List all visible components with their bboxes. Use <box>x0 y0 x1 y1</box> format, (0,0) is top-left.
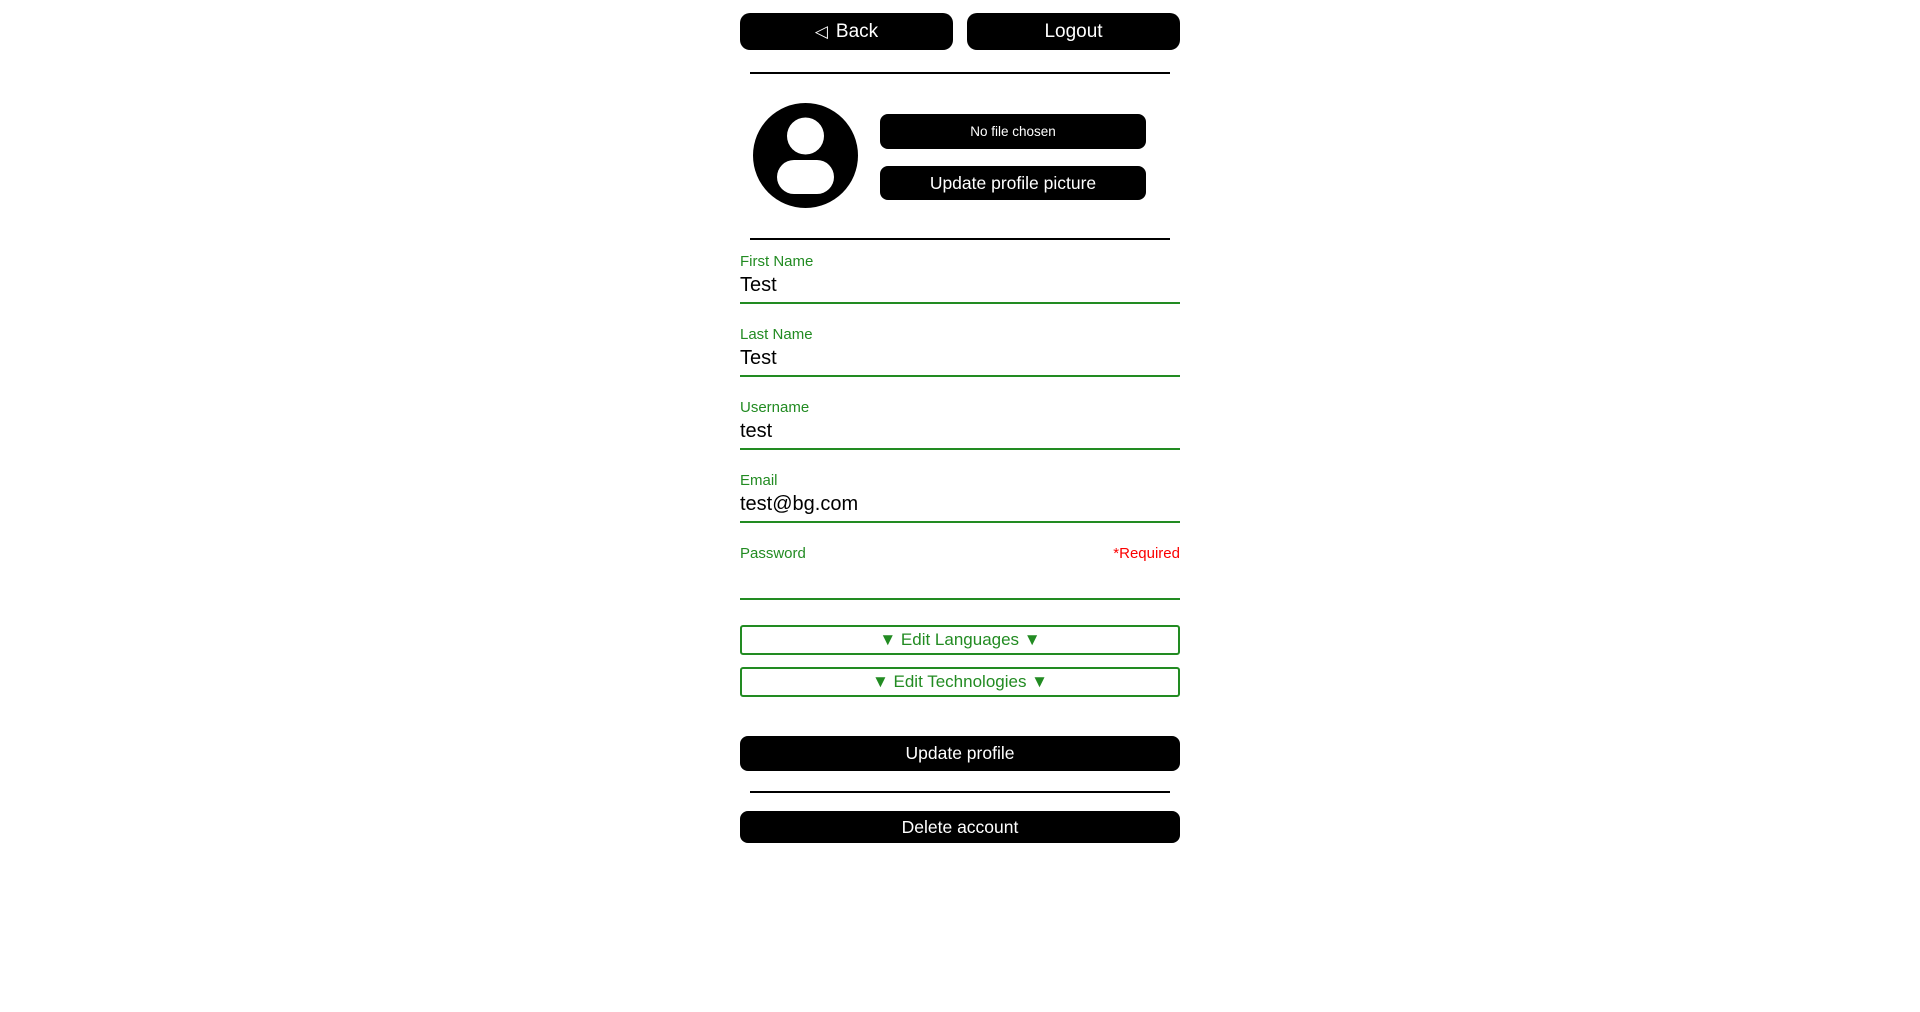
email-label: Email <box>740 472 778 489</box>
first-name-field <box>740 253 1180 304</box>
picture-buttons <box>880 114 1146 200</box>
divider-danger <box>750 791 1170 793</box>
divider-avatar-form <box>750 238 1170 240</box>
update-picture-button[interactable] <box>880 166 1146 200</box>
password-required-note: *Required <box>1113 545 1180 562</box>
delete-account-button[interactable] <box>740 811 1180 843</box>
file-chooser-button[interactable] <box>880 114 1146 149</box>
divider-top <box>750 72 1170 74</box>
password-label: Password <box>740 545 806 562</box>
profile-form-container <box>740 0 1180 843</box>
first-name-input[interactable] <box>740 271 1180 304</box>
password-input[interactable] <box>740 563 1180 600</box>
last-name-field <box>740 326 1180 377</box>
back-arrow-icon: ◁ <box>814 22 828 41</box>
person-circle-icon <box>753 103 858 208</box>
update-profile-label: Update profile <box>905 743 1015 763</box>
username-input[interactable] <box>740 417 1180 450</box>
edit-technologies-label: ▼ Edit Technologies ▼ <box>871 672 1049 691</box>
edit-languages-label: ▼ Edit Languages ▼ <box>879 630 1041 649</box>
password-field <box>740 545 1180 600</box>
first-name-label: First Name <box>740 253 814 270</box>
logout-button-label: Logout <box>1044 20 1103 42</box>
username-label: Username <box>740 399 810 416</box>
back-button-label: Back <box>835 20 879 42</box>
username-field <box>740 399 1180 450</box>
back-button[interactable] <box>740 13 953 50</box>
last-name-label: Last Name <box>740 326 813 343</box>
last-name-input[interactable] <box>740 344 1180 377</box>
profile-picture-section <box>740 103 1180 208</box>
email-field <box>740 472 1180 523</box>
password-label-row <box>740 545 1180 563</box>
top-button-row <box>740 13 1180 50</box>
logout-button[interactable] <box>967 13 1180 50</box>
email-input[interactable] <box>740 490 1180 523</box>
file-chooser-label: No file chosen <box>970 124 1056 139</box>
update-profile-button[interactable] <box>740 736 1180 771</box>
delete-account-label: Delete account <box>901 816 1019 837</box>
update-picture-label: Update profile picture <box>929 172 1097 193</box>
edit-languages-button[interactable] <box>740 625 1180 655</box>
edit-technologies-button[interactable] <box>740 667 1180 697</box>
